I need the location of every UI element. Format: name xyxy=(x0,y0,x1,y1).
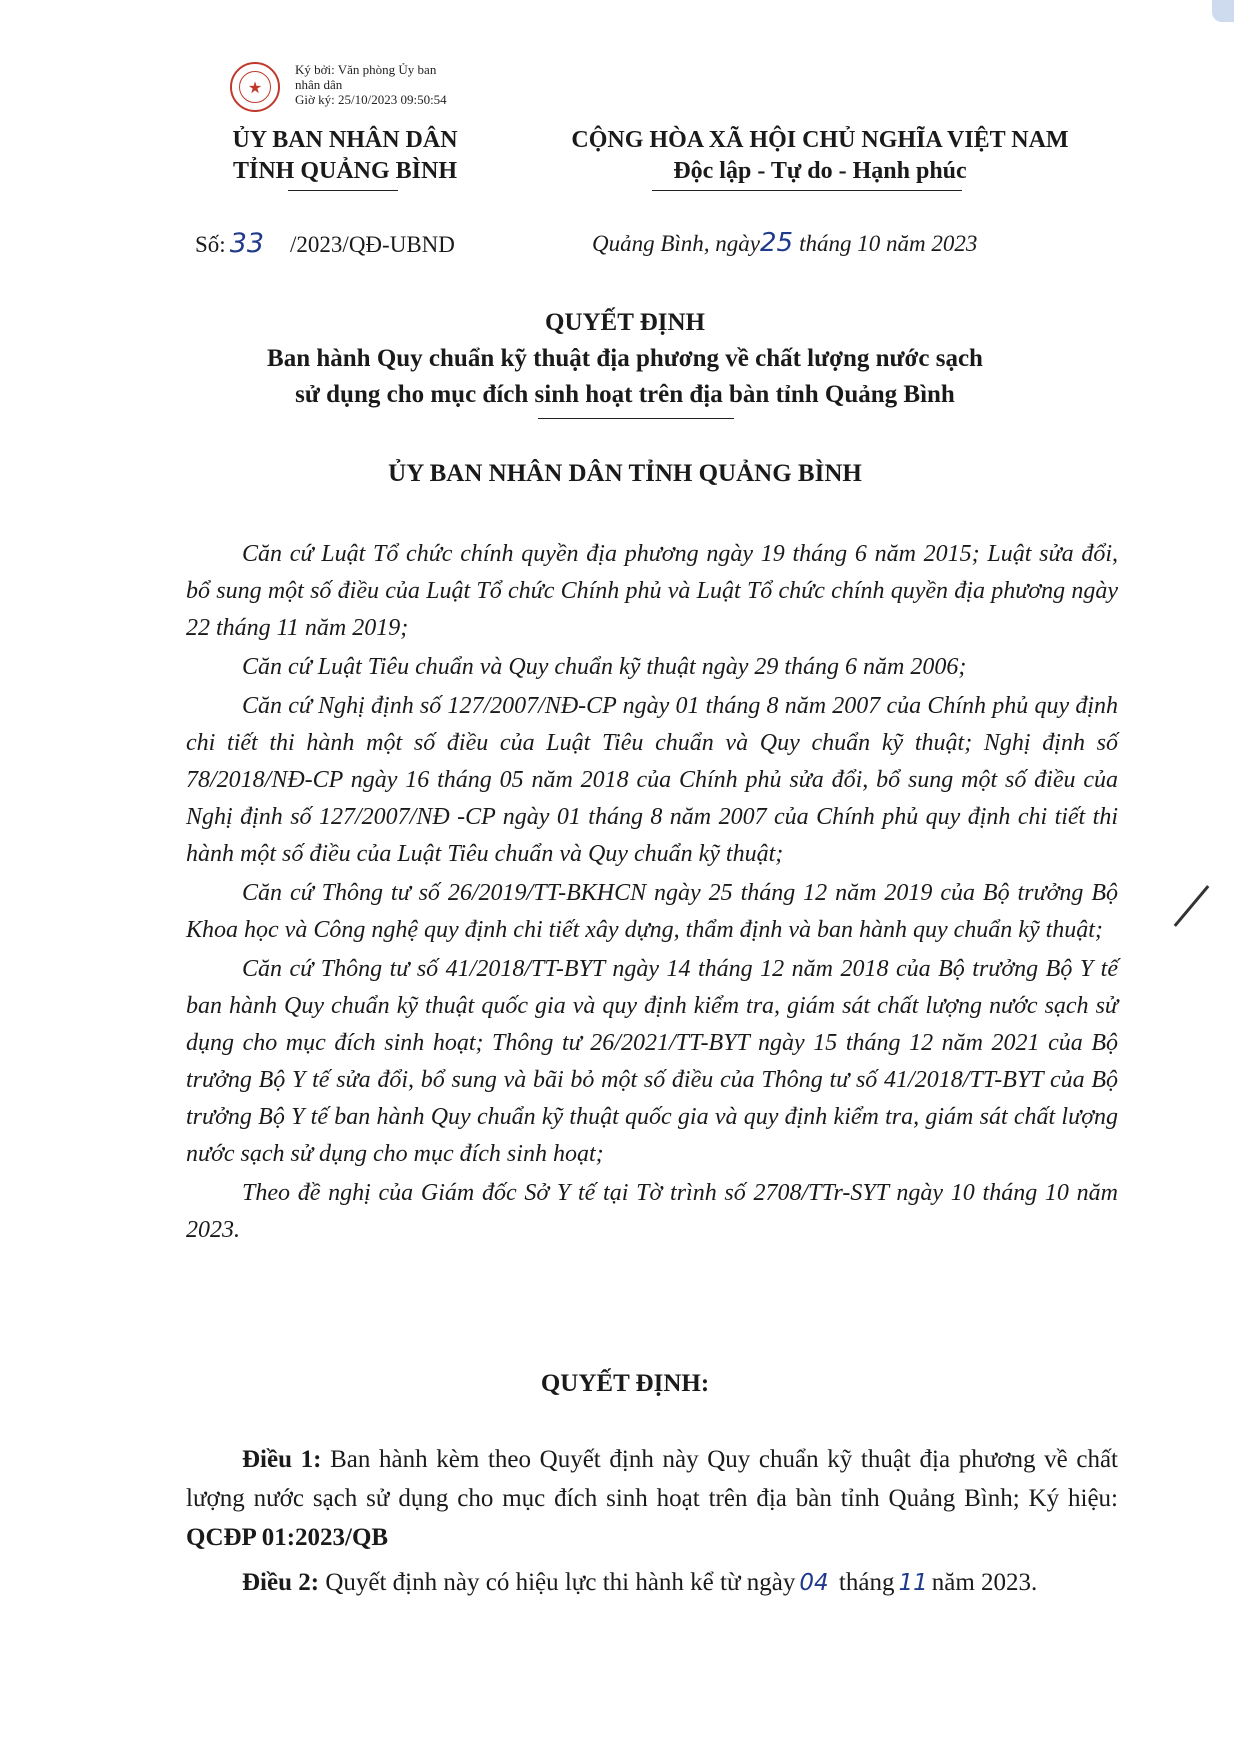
decision-heading: QUYẾT ĐỊNH: xyxy=(540,1370,710,1397)
article-1-text: Ban hành kèm theo Quyết định này Quy chuẩn kỹ thuật địa phương về chất lượng nước sạch sử dụng cho mục đích sinh hoạt trên địa bàn tỉnh Quảng Bình; Ký hiệu: xyxy=(186,1446,1118,1512)
legal-basis-3: Căn cứ Nghị định số 127/2007/NĐ-CP ngày 01 tháng 8 năm 2007 của Chính phủ quy định chi tiết thi hành một số điều của Luật Tiêu chuẩn và Quy chuẩn kỹ thuật; Nghị định số 78/2018/NĐ-CP ngày 16 tháng 05 năm 2018 của Chính phủ sửa đổi, bổ sung một số điều của Nghị định số 127/2007/NĐ -CP ngày 01 tháng 8 năm 2007 của Chính phủ quy định chi tiết thi hành một số điều của Luật Tiêu chuẩn và Quy chuẩn kỹ thuật; xyxy=(186,693,1118,867)
margin-pen-stroke xyxy=(1174,885,1210,927)
document-title xyxy=(200,305,1050,413)
article-2-day-handwritten: 04 xyxy=(799,1570,829,1596)
agency-line-1: ỦY BAN NHÂN DÂN xyxy=(232,127,458,153)
document-number xyxy=(195,228,455,259)
article-1 xyxy=(186,1440,1118,1557)
digital-signature-info xyxy=(295,62,495,107)
motto-underline xyxy=(652,190,962,191)
article-1-code: QCĐP 01:2023/QB xyxy=(186,1524,389,1551)
legal-bases xyxy=(186,536,1118,1251)
title-underline xyxy=(538,418,734,419)
digital-signature-seal-icon: ★ xyxy=(230,62,280,112)
article-2-month-handwritten: 11 xyxy=(898,1570,928,1596)
article-1-label: Điều 1: xyxy=(242,1446,322,1473)
legal-basis-4: Căn cứ Thông tư số 26/2019/TT-BKHCN ngày 25 tháng 12 năm 2019 của Bộ trưởng Bộ Khoa học và Công nghệ quy định chi tiết xây dựng, thẩm định và ban hành quy chuẩn kỹ thuật; xyxy=(186,880,1118,943)
date-month-year: tháng 10 năm 2023 xyxy=(799,231,978,256)
legal-basis-1: Căn cứ Luật Tổ chức chính quyền địa phương ngày 19 tháng 6 năm 2015; Luật sửa đổi, bổ sung một số điều của Luật Tổ chức Chính phủ và Luật Tổ chức chính quyền địa phương ngày 22 tháng 11 năm 2019; xyxy=(186,541,1118,641)
article-2-label: Điều 2: xyxy=(242,1569,320,1596)
date-place: Quảng Bình, ngày xyxy=(592,231,761,256)
signature-signer: Ký bởi: Văn phòng Ủy ban xyxy=(295,62,437,77)
date-day-handwritten: 25 xyxy=(760,228,794,258)
issue-date xyxy=(592,228,977,258)
legal-basis-2: Căn cứ Luật Tiêu chuẩn và Quy chuẩn kỹ thuật ngày 29 tháng 6 năm 2006; xyxy=(242,654,967,680)
signature-time: Giờ ký: 25/10/2023 09:50:54 xyxy=(295,92,447,107)
nation-line-2: Độc lập - Tự do - Hạnh phúc xyxy=(673,158,967,184)
agency-underline xyxy=(288,190,398,191)
agency-line-2: TỈNH QUẢNG BÌNH xyxy=(232,158,458,184)
doc-number-handwritten: 33 xyxy=(229,228,265,259)
article-2 xyxy=(186,1563,1118,1603)
article-2-year: năm 2023. xyxy=(931,1569,1038,1596)
article-2-month-label: tháng xyxy=(832,1569,895,1596)
scan-corner-mark xyxy=(1212,0,1234,22)
doc-number-suffix: /2023/QĐ-UBND xyxy=(290,232,455,257)
articles xyxy=(186,1440,1118,1609)
national-header xyxy=(530,125,1110,187)
signature-signer-cont: nhân dân xyxy=(295,77,343,92)
legal-basis-5: Căn cứ Thông tư số 41/2018/TT-BYT ngày 14 tháng 12 năm 2018 của Bộ trưởng Bộ Y tế ban hành Quy chuẩn kỹ thuật quốc gia và quy định kiểm tra, giám sát chất lượng nước sạch sử dụng cho mục đích sinh hoạt; Thông tư 26/2021/TT-BYT ngày 15 tháng 12 năm 2021 của Bộ trưởng Bộ Y tế sửa đổi, bổ sung và bãi bỏ một số điều của Thông tư số 41/2018/TT-BYT của Bộ trưởng Bộ Y tế ban hành Quy chuẩn kỹ thuật quốc gia và quy định kiểm tra, giám sát chất lượng nước sạch sử dụng cho mục đích sinh hoạt; xyxy=(186,956,1118,1167)
issuer-heading: ỦY BAN NHÂN DÂN TỈNH QUẢNG BÌNH xyxy=(388,460,862,487)
title-subtitle-2: sử dụng cho mục đích sinh hoạt trên địa bàn tỉnh Quảng Bình xyxy=(295,381,955,408)
article-2-text: Quyết định này có hiệu lực thi hành kể từ ngày xyxy=(319,1569,796,1596)
nation-line-1: CỘNG HÒA XÃ HỘI CHỦ NGHĨA VIỆT NAM xyxy=(571,127,1069,153)
title-subtitle-1: Ban hành Quy chuẩn kỹ thuật địa phương về chất lượng nước sạch xyxy=(267,345,983,372)
title-heading: QUYẾT ĐỊNH xyxy=(545,309,705,336)
legal-basis-6: Theo đề nghị của Giám đốc Sở Y tế tại Tờ trình số 2708/TTr-SYT ngày 10 tháng 10 năm 2023. xyxy=(186,1180,1118,1243)
doc-number-prefix: Số: xyxy=(195,232,226,257)
agency-header xyxy=(215,125,475,187)
